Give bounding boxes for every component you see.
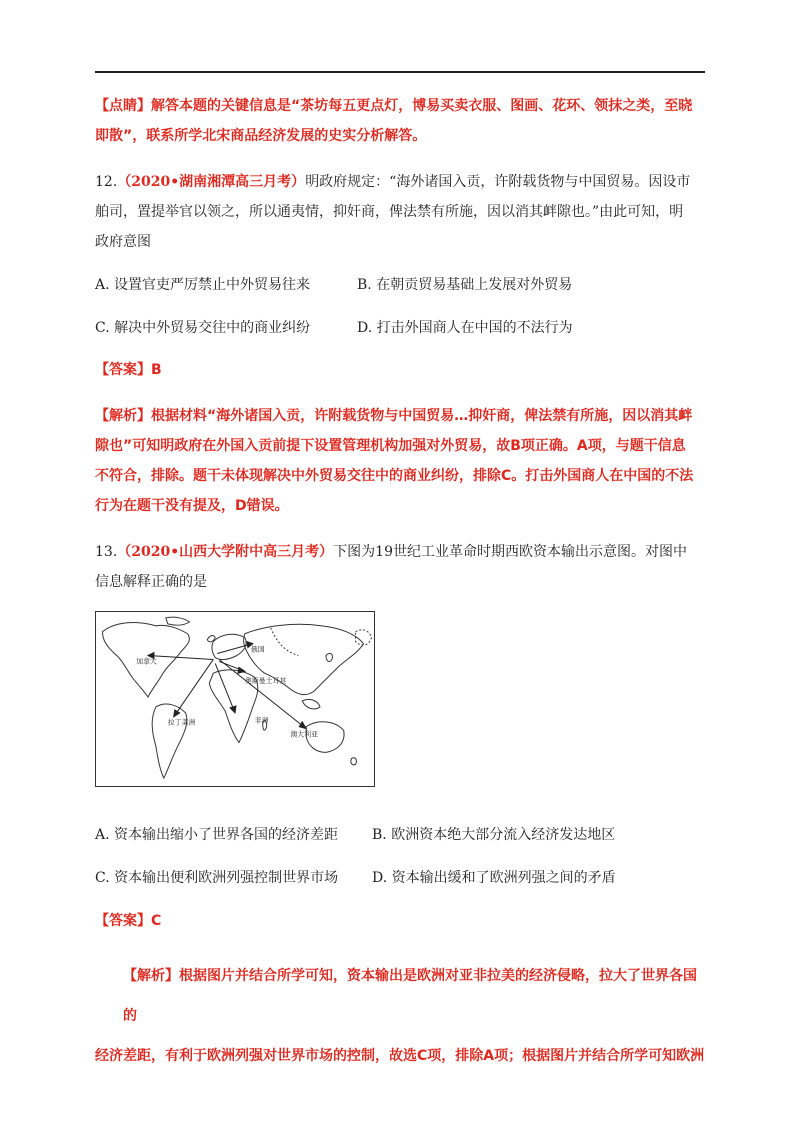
q12-answer-value: B: [151, 362, 162, 378]
q13-option-b: B. 欧洲资本绝大部分流入经济发达地区: [372, 827, 616, 843]
q13-option-a: A. 资本输出缩小了世界各国的经济差距: [95, 827, 339, 843]
q13-option-d: D. 资本输出缓和了欧洲列强之间的矛盾: [372, 870, 616, 886]
arrow-to-canada: [148, 656, 213, 660]
map-label-australia: 澳大利亚: [290, 730, 319, 739]
map-label-ottoman: 奥斯曼土耳其: [244, 677, 287, 686]
q13-answer-tag: 【答案】: [95, 913, 151, 929]
q13-analysis-line2: 经济差距，有利于欧洲列强对世界市场的控制，故选C项，排除A项；根据图片并结合所学可知欧洲: [95, 1048, 705, 1064]
q12-option-a: A. 设置官吏严厉禁止中外贸易往来: [95, 277, 311, 293]
q12-line3: 政府意图: [95, 234, 151, 250]
map-label-latin-america: 拉丁美洲: [167, 718, 196, 727]
q12-analysis-line4: 行为在题干没有提及，D错误。: [95, 498, 289, 514]
q13-analysis: [95, 956, 710, 1076]
map-label-canada: 加拿大: [136, 657, 157, 666]
q12-number: 12.: [95, 174, 118, 190]
q13-analysis-tag: 【解析】: [123, 968, 179, 984]
arrow-to-latin-america: [174, 659, 214, 716]
map-label-russia: 俄国: [250, 645, 265, 654]
q12-answer: [95, 355, 710, 385]
q12-analysis: [95, 401, 710, 521]
dianjing-paragraph: [95, 91, 710, 151]
q13-line2: 信息解释正确的是: [95, 574, 207, 590]
q12-option-d: D. 打击外国商人在中国的不法行为: [357, 320, 573, 336]
header-rule: [95, 71, 705, 73]
dianjing-line1: 解答本题的关键信息是“茶坊每五更点灯，博易买卖衣服、图画、花环、领抹之类，至晓: [151, 98, 693, 114]
q12-line2: 舶司，置提举官以领之，所以通夷情，抑奸商，俾法禁有所施，因以消其衅隙也。”由此可知，明: [95, 204, 684, 220]
world-map: [96, 612, 374, 786]
q13-answer: [95, 906, 710, 936]
world-map-figure: [95, 611, 375, 787]
q12-answer-tag: 【答案】: [95, 362, 151, 378]
dianjing-tag: 【点睛】: [95, 98, 151, 114]
q13-answer-value: C: [151, 913, 162, 929]
q12-analysis-line1: 根据材料“海外诸国入贡，许附载货物与中国贸易…抑奸商，俾法禁有所施，因以消其衅: [151, 408, 693, 424]
q13-source: （2020•山西大学附中高三月考）: [117, 544, 334, 560]
south-america-outline: [152, 704, 187, 778]
map-label-africa: 非洲: [254, 716, 269, 725]
q12-option-c: C. 解决中外贸易交往中的商业纠纷: [95, 320, 311, 336]
q12-analysis-line2: 隙也”可知明政府在外国入贡前提下设置管理机构加强对外贸易，故B项正确。A项，与题干信息: [95, 438, 686, 454]
q13-analysis-line1: 根据图片并结合所学可知，资本输出是欧洲对亚非拉美的经济侵略，拉大了世界各国的: [123, 968, 697, 1024]
q13-number: 13.: [95, 544, 118, 560]
q12-stem: [95, 167, 710, 257]
q13-stem: [95, 537, 710, 597]
dianjing-line2: 即散”，联系所学北宋商品经济发展的史实分析解答。: [95, 128, 427, 144]
q12-analysis-line3: 不符合，排除。题干未体现解决中外贸易交往中的商业纠纷，排除C。打击外国商人在中国的不法: [95, 468, 694, 484]
q12-source: （2020•湖南湘潭高三月考）: [117, 174, 306, 190]
q12-analysis-tag: 【解析】: [95, 408, 151, 424]
q13-option-c: C. 资本输出便利欧洲列强控制世界市场: [95, 870, 339, 886]
arrow-to-africa: [215, 663, 235, 712]
q12-option-b: B. 在朝贡贸易基础上发展对外贸易: [357, 277, 573, 293]
q12-line1: 明政府规定：“海外诸国入贡，许附载货物与中国贸易。因设市: [305, 174, 691, 190]
q13-line1: 下图为19世纪工业革命时期西欧资本输出示意图。对图中: [333, 544, 688, 560]
